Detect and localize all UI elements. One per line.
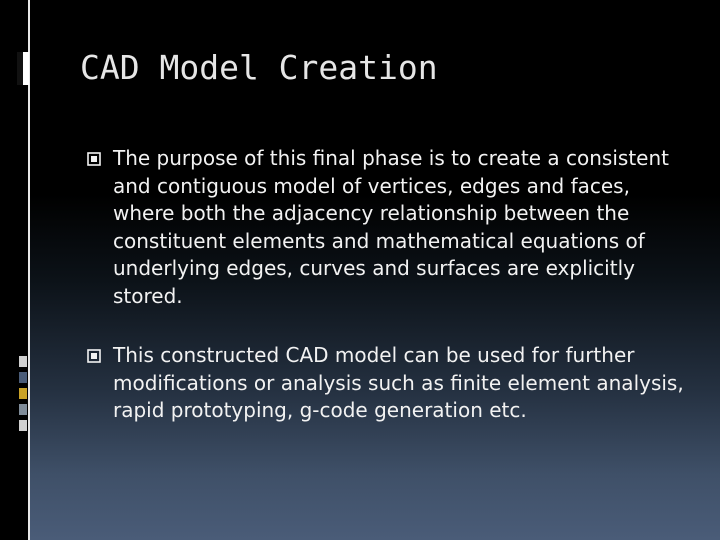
bullet-item-1: [87, 145, 687, 310]
side-tick-3: [19, 388, 27, 399]
bullet-text-1: The purpose of this final phase is to create a consistent and contiguous model of vertices, edges and faces, where both the adjacency relationship between the constituent elements and mathematical equations of underlying edges, curves and surfaces are explicitly stored.: [113, 146, 669, 308]
title-accent-inner: [17, 52, 23, 85]
bullet-list: [87, 145, 687, 457]
bullet-text-2: This constructed CAD model can be used for further modifications or analysis such as finite element analysis, rapid prototyping, g-code generation etc.: [113, 343, 684, 422]
side-tick-4: [19, 404, 27, 415]
checkbox-square-icon: [87, 342, 113, 370]
side-tick-5: [19, 420, 27, 431]
side-tick-2: [19, 372, 27, 383]
bullet-item-2: [87, 342, 687, 425]
side-tick-1: [19, 356, 27, 367]
slide-title: CAD Model Creation: [80, 48, 438, 87]
checkbox-square-icon: [87, 145, 113, 173]
